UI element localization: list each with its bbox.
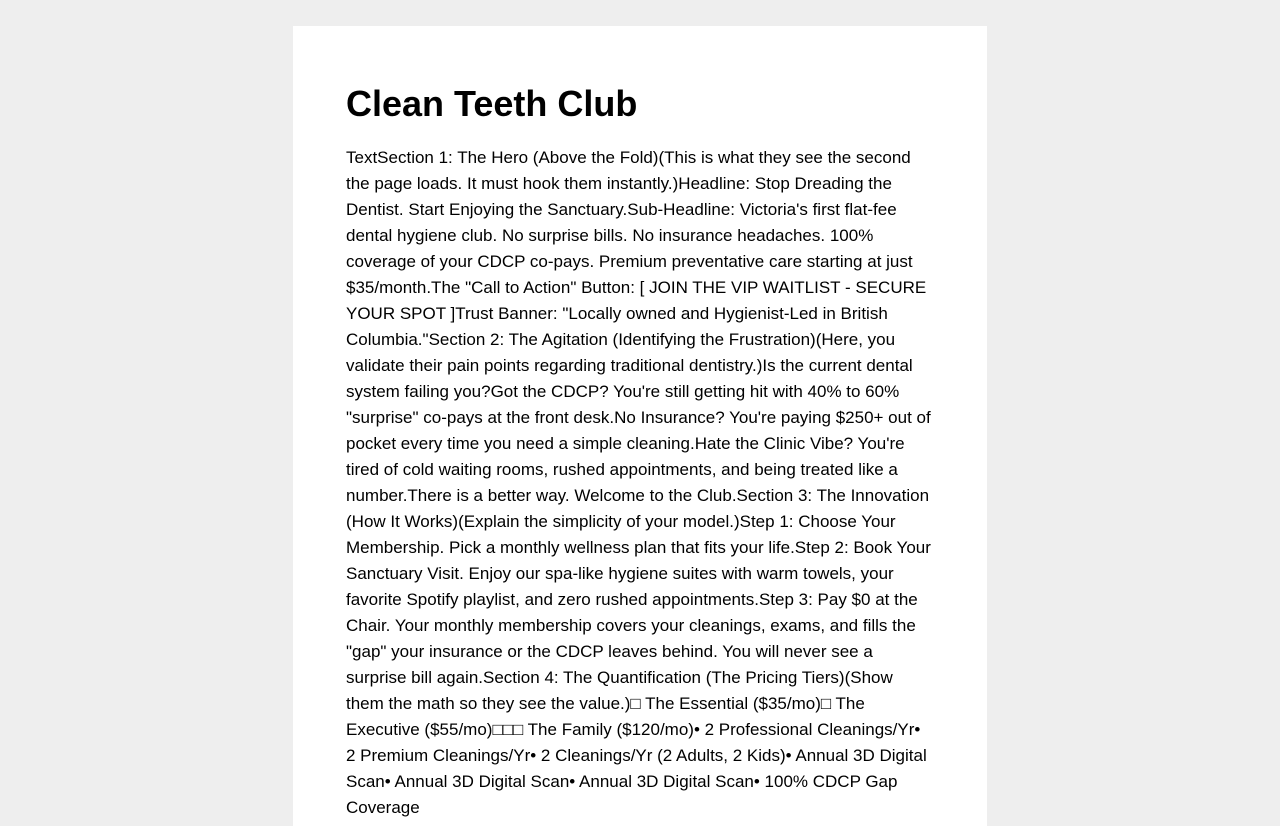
document-body-text: TextSection 1: The Hero (Above the Fold)(This is what they see the second the page loads. It must hook them instantly.)Headline: Stop Dreading the Dentist. Start Enjoying the Sanctuary.Sub-Headline: Victoria's first flat-fee dental hygiene club. No surprise bills. No insurance headaches. 100% coverage of your CDCP co-pays. Premium preventative care starting at just $35/month.The "Call to Action" Button: [ JOIN THE VIP WAITLIST - SECURE YOUR SPOT ]Trust Banner: "Locally owned and Hygienist-Led in British Columbia."Section 2: The Agitation (Identifying the Frustration)(Here, you validate their pain points regarding traditional dentistry.)Is the current dental system failing you?Got the CDCP? You're still getting hit with 40% to 60% "surprise" co-pays at the front desk.No Insurance? You're paying $250+ out of pocket every time you need a simple cleaning.Hate the Clinic Vibe? You're tired of cold waiting rooms, rushed appointments, and being treated like a number.There is a better way. Welcome to the Club.Section 3: The Innovation (How It Works)(Explain the simplicity of your model.)Step 1: Choose Your Membership. Pick a monthly wellness plan that fits your life.Step 2: Book Your Sanctuary Visit. Enjoy our spa-like hygiene suites with warm towels, your favorite Spotify playlist, and zero rushed appointments.Step 3: Pay $0 at the Chair. Your monthly membership covers your cleanings, exams, and fills the "gap" your insurance or the CDCP leaves behind. You will never see a surprise bill again.Section 4: The Quantification (The Pricing Tiers)(Show them the math so they see the value.)□ The Essential ($35/mo)□ The Executive ($55/mo)□□□ The Family ($120/mo)• 2 Professional Cleanings/Yr• 2 Premium Cleanings/Yr• 2 Cleanings/Yr (2 Adults, 2 Kids)• Annual 3D Digital Scan• Annual 3D Digital Scan• Annual 3D Digital Scan• 100% CDCP Gap Coverage [346,148,931,817]
document-page [293,26,987,826]
page-title: Clean Teeth Club [346,83,638,124]
